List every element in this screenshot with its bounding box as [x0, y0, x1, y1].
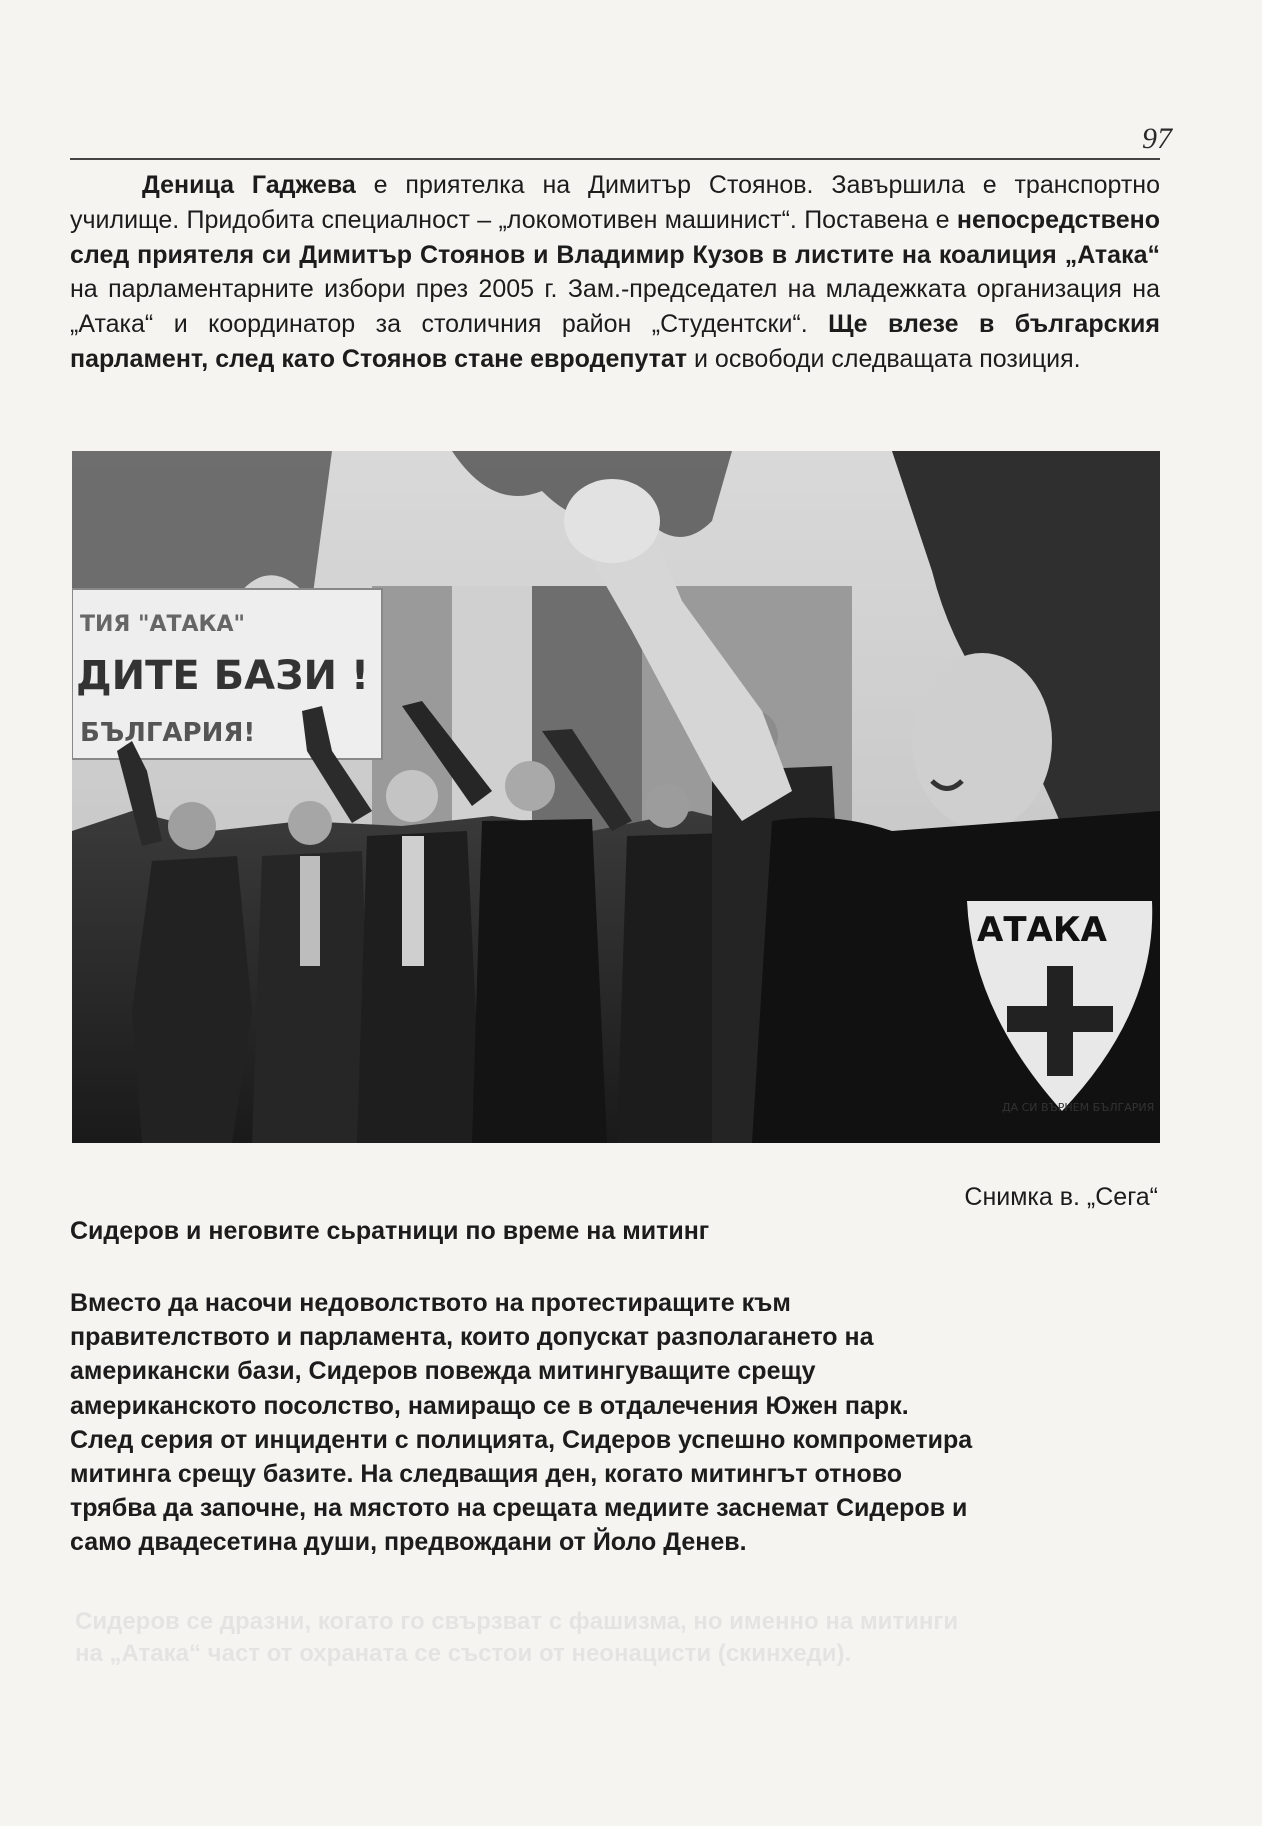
bio-name: Деница Гаджева — [142, 171, 356, 199]
person-5-head — [645, 784, 689, 828]
bleed-through-line: Сидеров се дразни, когато го свързват с фашизма, но именно на митинги — [75, 1608, 959, 1635]
person-1-body — [132, 856, 252, 1143]
narrative-line: Вместо да насочи недоволството на протестиращите към — [70, 1289, 791, 1317]
page-number: 97 — [1142, 122, 1172, 155]
shirt-logo-text: АТАКА — [977, 910, 1107, 950]
photo-credit: Снимка в. „Сега“ — [964, 1183, 1158, 1211]
narrative-line: американски бази, Сидеров повежда митингуващите срещу — [70, 1357, 816, 1386]
person-3-head — [386, 770, 438, 822]
photo-caption: Сидеров и неговите сьратници по време на митинг — [70, 1217, 710, 1245]
bio-text-1: е приятелка на Димитър Стоянов. Завършила е транспортно училище. Придобита специалност – „локомотивен машинист“. Поставена е — [70, 171, 1160, 234]
main-figure-fist — [564, 479, 660, 563]
shirt-logo-slogan: ДА СИ ВЪРНЕМ БЪЛГАРИЯ — [1002, 1101, 1155, 1114]
narrative-line: След серия от инциденти с полицията, Сидеров успешно компрометира — [70, 1425, 973, 1454]
banner-line-1: ТИЯ "АТАКА" — [80, 612, 246, 637]
narrative-line: само двадесетина души, предвождани от Йоло Денев. — [70, 1528, 747, 1557]
narrative-paragraph — [70, 1286, 1170, 1560]
narrative-line: американското посолство, намиращо се в отдалечения Южен парк. — [70, 1391, 909, 1420]
bleed-through-line: на „Атака“ част от охраната се състои от неонацисти (скинхеди). — [75, 1640, 852, 1667]
shirt-logo-cross-h — [1007, 1006, 1113, 1032]
person-1-head — [168, 802, 216, 850]
narrative-line: трябва да започне, на мястото на срещата медиите заснемат Сидеров и — [70, 1494, 968, 1523]
banner-line-2: ДИТЕ БАЗИ ! — [76, 653, 370, 699]
bio-text-2: на парламентарните избори през 2005 г. Зам.-председател на младежката организация на „Атака“ и координатор за столичния район „Студентски“. — [70, 275, 1160, 339]
person-2-head — [288, 801, 332, 845]
bio-bold-1: непосредствено след приятеля си Димитър Стоянов и Владимир Кузов в листите на коалиция „Атака“ — [70, 205, 1160, 269]
person-2-shirt — [300, 856, 320, 966]
main-figure-head — [912, 653, 1052, 829]
person-4-body — [472, 819, 607, 1143]
narrative-line: митинга срещу базите. На следващия ден, когато митингът отново — [70, 1460, 903, 1489]
rally-photo — [72, 451, 1160, 1143]
bio-text-3: и освободи следващата позиция. — [687, 344, 1081, 373]
bio-bold-2: Ще влезе в българския парламент, след като Стоянов стане евродепутат — [70, 310, 1160, 373]
narrative-line: правителството и парламента, които допускат разполагането на — [70, 1323, 874, 1352]
bio-paragraph — [70, 168, 1160, 377]
person-4-head — [505, 761, 555, 811]
header-rule — [70, 158, 1160, 160]
banner-line-3: БЪЛГАРИЯ! — [80, 718, 256, 748]
person-3-shirt — [402, 836, 424, 966]
